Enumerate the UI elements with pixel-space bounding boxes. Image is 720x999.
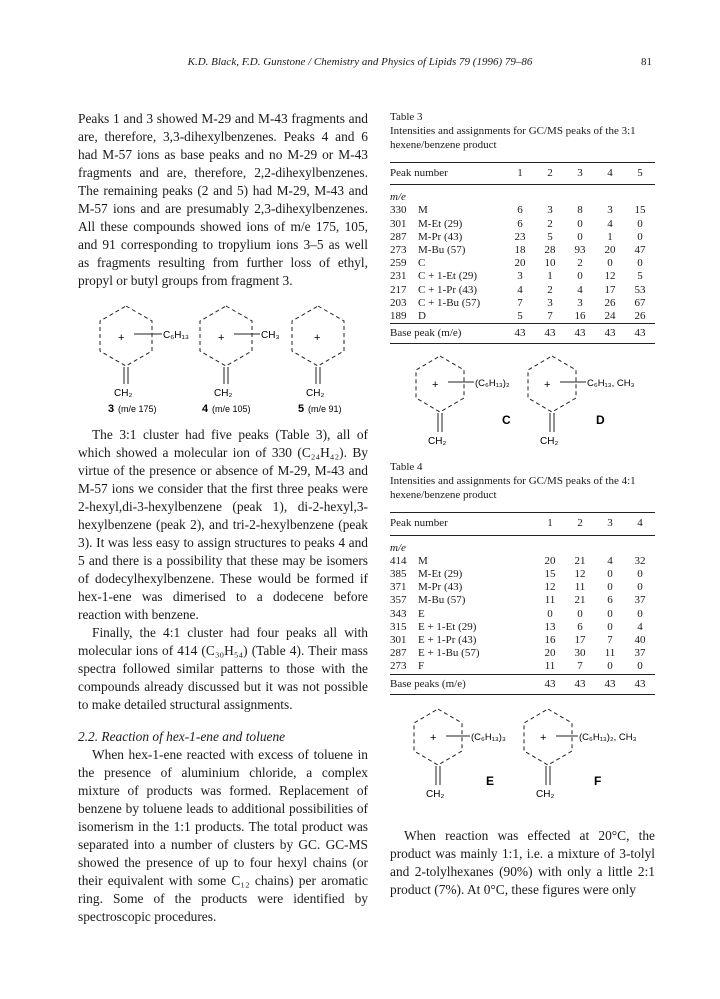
table-row [390,608,655,621]
ch2-c: CH₂ [428,436,447,448]
base-peak-label: Base peak (m/e) [390,324,505,344]
table-4-title: Table 4 [390,461,423,474]
assignment-cell: M-Bu (57) [418,594,466,607]
peak-number-header: Peak number [390,513,535,535]
mz-cell: 414 [390,554,407,567]
value-cell: 11 [574,581,586,594]
substituent-d: C₆H₁₃, CH₃ [587,378,635,390]
value-cell: 5 [637,270,643,283]
plus-sign: + [540,731,547,744]
value-cell: 21 [574,594,586,607]
value-cell: 0 [577,607,583,620]
table-row [390,660,655,674]
value-cell: 12 [544,581,556,594]
assignment-cell: E [418,607,425,620]
value-cell: 30 [574,647,586,660]
value-cell: 26 [634,310,646,323]
value-cell: 2 [547,283,553,296]
table-header-row [390,513,655,535]
assignment-cell: C + 1-Bu (57) [418,296,481,309]
value-cell: 0 [637,581,643,594]
value-cell: 20 [544,554,556,567]
compound-mass-3: (m/e 175) [118,404,157,414]
table-row [390,568,655,581]
ch2-3: CH₂ [114,388,133,399]
mz-cell: 315 [390,620,407,633]
value-cell: 6 [517,217,523,230]
structure-label-f: F [594,773,602,788]
value-cell: 21 [574,554,586,567]
value-cell: 0 [637,217,643,230]
value-cell: 0 [607,568,613,581]
value-cell: 20 [514,257,526,270]
mz-cell: 189 [390,310,407,323]
base-peak-row [390,674,655,694]
value-cell: 8 [577,204,583,217]
column-header: 1 [535,513,565,535]
value-cell: 0 [607,660,613,673]
substituent-e: (C₆H₁₃)₃ [471,731,506,743]
paragraph-3to1-cluster: The 3:1 cluster had five peaks (Table 3), all of which showed a molecular ion of 330 (C₂₄H₄₂). By virtue of the presence or absence of M-29, M-43 and M-57 ions we consider that the first three peaks were 2-hexyl,di-3-hexylbenzene (peak 1), di-2-hexyl,3-hexylbenzene (peak 2), and tri-2-hexylbenzene (peak 3). It was less easy to assign structures to peaks 4 and 5 and there is a possibility that these may be isomers of dodecylhexylbenzene. These would be formed if hex-1-ene was dimerised to a dodecene before reaction with benzene. [78,427,368,622]
structure-label-d: D [596,413,605,428]
value-cell: 4 [607,554,613,567]
structure-c [416,356,511,447]
value-cell: 11 [604,647,616,660]
mz-cell: 287 [390,230,407,243]
value-cell: 37 [634,594,646,607]
structure-label-c: C [502,413,511,428]
assignment-cell: D [418,310,426,323]
value-cell: 0 [637,568,643,581]
assignment-cell: M [418,204,428,217]
value-cell: 32 [634,554,646,567]
table-row [390,310,655,324]
assignment-cell: C + 1-Et (29) [418,270,478,283]
plus-sign: + [430,731,437,744]
value-cell: 2 [547,217,553,230]
column-header: 2 [565,513,595,535]
value-cell: 12 [604,270,616,283]
value-cell: 7 [547,310,553,323]
value-cell: 7 [607,634,613,647]
base-peak-row [390,324,655,344]
table-row [390,581,655,594]
plus-sign: + [432,379,439,392]
table-3 [390,162,655,344]
mz-cell: 385 [390,568,407,581]
value-cell: 0 [577,230,583,243]
value-cell: 28 [544,244,556,257]
mz-cell: 371 [390,581,407,594]
mz-cell: 343 [390,607,407,620]
assignment-cell: M-Pr (43) [418,581,463,594]
assignment-cell: M [418,554,428,567]
assignment-cell: M-Bu (57) [418,244,466,257]
compound-mass-4: (m/e 105) [212,404,251,414]
table-3-caption: Intensities and assignments for GC/MS peaks of the 3:1 hexene/benzene product [390,125,636,151]
value-cell: 2 [577,257,583,270]
section-heading: 2.2. Reaction of hex-1-ene and toluene [78,729,286,744]
table-row [390,284,655,297]
assignment-cell: F [418,660,425,673]
value-cell: 12 [574,568,586,581]
peak-number-header: Peak number [390,163,505,185]
paragraph-4to1-cluster: Finally, the 4:1 cluster had four peaks all with molecular ions of 414 (C₃₀H₅₄) (Table 4). Their mass spectra followed similar patterns to those with the compounds already discussed but it was not possible to make detailed structural assignments. [78,625,368,712]
compound-number-5: 5 [298,403,305,415]
mz-cell: 301 [390,634,407,647]
value-cell: 16 [544,634,556,647]
value-cell: 3 [607,204,613,217]
table-row [390,257,655,270]
structures-c-d [390,352,655,458]
table-row [390,270,655,283]
ch2-d: CH₂ [540,436,559,448]
column-header: 1 [505,163,535,185]
table-row [390,231,655,244]
value-cell: 43 [565,324,595,344]
value-cell: 5 [517,310,523,323]
value-cell: 0 [547,607,553,620]
column-header: 5 [625,163,655,185]
table-row [390,621,655,634]
value-cell: 47 [634,244,646,257]
assignment-cell: C + 1-Pr (43) [418,283,478,296]
value-cell: 0 [637,660,643,673]
value-cell: 40 [634,634,646,647]
unit-row [390,542,655,555]
table-row [390,555,655,568]
value-cell: 0 [607,607,613,620]
value-cell: 0 [637,257,643,270]
value-cell: 7 [577,660,583,673]
value-cell: 3 [517,270,523,283]
value-cell: 53 [634,283,646,296]
table-4-caption: Intensities and assignments for GC/MS peaks of the 4:1 hexene/benzene product [390,475,636,502]
value-cell: 0 [607,257,613,270]
tropylium-structures [78,304,368,418]
substituent-f: (C₆H₁₃)₂, CH₃ [579,731,637,743]
value-cell: 0 [577,217,583,230]
value-cell: 4 [607,217,613,230]
value-cell: 16 [574,310,586,323]
value-cell: 15 [634,204,646,217]
value-cell: 20 [604,244,616,257]
value-cell: 4 [637,620,643,633]
structure-e [414,709,506,800]
column-header: 4 [595,163,625,185]
assignment-cell: C [418,257,426,270]
value-cell: 4 [517,283,523,296]
substituent-4: CH₃ [261,330,280,341]
compound-number-4: 4 [202,403,209,415]
table-row [390,297,655,310]
value-cell: 11 [544,594,556,607]
structures-e-f [390,703,655,813]
value-cell: 6 [577,620,583,633]
mz-cell: 330 [390,204,407,217]
table-row [390,244,655,257]
right-column [390,110,655,899]
compound-number-3: 3 [108,403,115,415]
mz-cell: 357 [390,594,407,607]
paragraph-toluene: When hex-1-ene reacted with excess of toluene in the presence of aluminium chloride, a complex mixture of products was formed. Replacement of benzene by toluene leads to additional possibilities of isomerism in the 1:1 products. The total product was separated into a number of clusters by GC. GC-MS showed the presence of up to four hexyl chains (or their equivalent with some C₁₂ chains) per aromatic ring. Some of the products were identified by spectroscopic procedures. [78,747,368,924]
value-cell: 0 [607,620,613,633]
value-cell: 43 [535,324,565,344]
plus-sign: + [544,379,551,392]
value-cell: 6 [607,594,613,607]
mz-label: m/e [390,191,406,204]
value-cell: 1 [607,230,613,243]
value-cell: 43 [565,674,595,694]
mz-cell: 287 [390,647,407,660]
value-cell: 43 [535,674,565,694]
assignment-cell: M-Pr (43) [418,230,463,243]
ch2-f: CH₂ [536,788,555,800]
page-number: 81 [641,56,652,68]
column-header: 3 [595,513,625,535]
value-cell: 43 [595,674,625,694]
value-cell: 23 [514,230,526,243]
value-cell: 93 [574,244,586,257]
assignment-cell: E + 1-Et (29) [418,620,477,633]
mz-cell: 259 [390,257,407,270]
value-cell: 0 [637,230,643,243]
value-cell: 4 [577,283,583,296]
mz-cell: 203 [390,296,407,309]
value-cell: 43 [625,324,655,344]
value-cell: 18 [514,244,526,257]
value-cell: 3 [547,296,553,309]
assignment-cell: M-Et (29) [418,217,463,230]
column-header: 2 [535,163,565,185]
substituent-3: C₆H₁₃ [163,330,189,341]
value-cell: 43 [625,674,655,694]
value-cell: 7 [517,296,523,309]
table-3-title: Table 3 [390,111,423,123]
mz-cell: 273 [390,660,407,673]
ch2-4: CH₂ [214,388,233,399]
ch2-e: CH₂ [426,788,445,800]
value-cell: 43 [505,324,535,344]
value-cell: 3 [547,204,553,217]
structure-5 [292,306,344,415]
mz-cell: 301 [390,217,407,230]
running-title: K.D. Black, F.D. Gunstone / Chemistry and Physics of Lipids 79 (1996) 79–86 [187,56,533,68]
substituent-c: (C₆H₁₃)₂ [475,378,510,390]
structure-f [524,709,637,800]
structure-d [528,356,635,447]
value-cell: 15 [544,568,556,581]
value-cell: 26 [604,296,616,309]
value-cell: 0 [637,607,643,620]
value-cell: 17 [574,634,586,647]
column-header: 4 [625,513,655,535]
assignment-cell: E + 1-Pr (43) [418,634,477,647]
value-cell: 43 [595,324,625,344]
paragraph-peaks: Peaks 1 and 3 showed M-29 and M-43 fragments and are, therefore, 3,3-dihexylbenzenes. Peaks 4 and 6 had M-57 ions as base peaks and no M-29 or M-43 fragments and are, therefore, 2,2-dihexylbenzenes. The remaining peaks (2 and 5) had M-29, M-43 and M-57 ions and are presumably 2,3-dihexylbenzenes. All these compounds showed ions of m/e 175, 105, and 91 corresponding to tropylium ions 3–5 as well as fragments resulting from further loss of ethyl, propyl or butyl groups from fragment 3. [78,111,368,288]
table-row [390,594,655,607]
plus-sign: + [118,332,125,344]
value-cell: 13 [544,620,556,633]
mz-cell: 231 [390,270,407,283]
structure-3 [100,306,189,415]
table-row [390,647,655,660]
ch2-5: CH₂ [306,388,325,399]
assignment-cell: M-Et (29) [418,568,463,581]
structure-label-e: E [486,773,495,788]
value-cell: 67 [634,296,646,309]
plus-sign: + [218,332,225,344]
base-peak-label: Base peaks (m/e) [390,674,535,694]
value-cell: 17 [604,283,616,296]
value-cell: 11 [544,660,556,673]
value-cell: 5 [547,230,553,243]
value-cell: 6 [517,204,523,217]
column-header: 3 [565,163,595,185]
table-row [390,218,655,231]
table-header-row [390,163,655,185]
value-cell: 10 [544,257,556,270]
paragraph-reaction-temperature: When reaction was effected at 20°C, the product was mainly 1:1, i.e. a mixture of 3-tolyl and 2-tolylhexanes (90%) with only a little 2:1 product (7%). At 0°C, these figures were only [390,827,655,897]
plus-sign: + [314,332,321,344]
table-row [390,634,655,647]
value-cell: 20 [544,647,556,660]
compound-mass-5: (m/e 91) [308,404,342,414]
value-cell: 1 [547,270,553,283]
assignment-cell: E + 1-Bu (57) [418,647,480,660]
table-4 [390,512,655,694]
unit-row [390,191,655,204]
value-cell: 37 [634,647,646,660]
structure-4 [200,306,280,415]
value-cell: 24 [604,310,616,323]
value-cell: 0 [577,270,583,283]
table-row [390,204,655,217]
left-column [78,110,368,926]
mz-cell: 217 [390,283,407,296]
mz-cell: 273 [390,244,407,257]
value-cell: 0 [607,581,613,594]
mz-label: m/e [390,541,406,554]
value-cell: 3 [577,296,583,309]
